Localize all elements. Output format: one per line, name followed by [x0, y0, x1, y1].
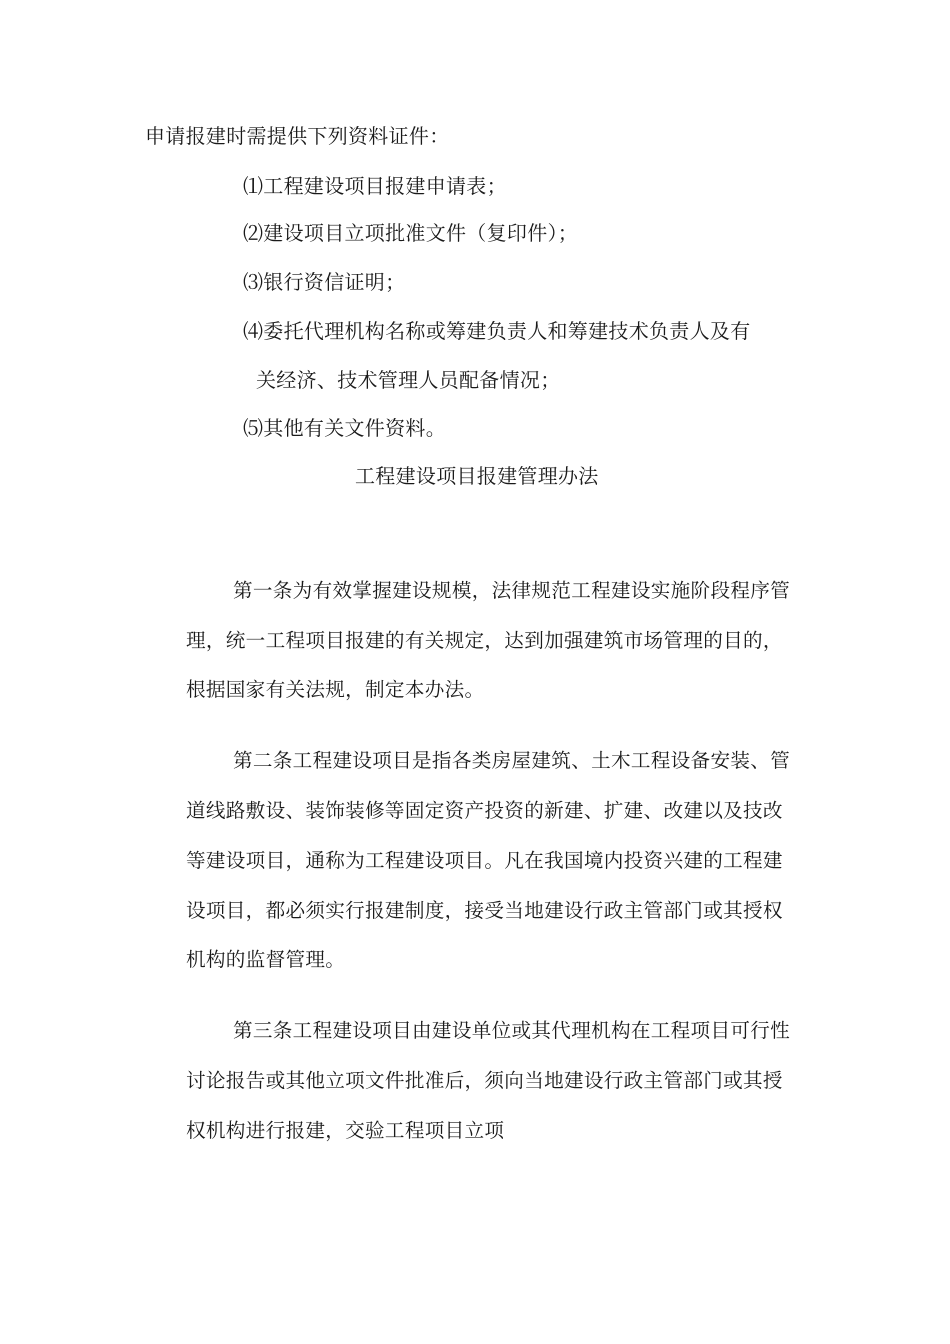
requirement-item-3: ⑶银行资信证明；: [243, 270, 406, 294]
article-2-line-4: 设项目，都必须实行报建制度，接受当地建设行政主管部门或其授权: [186, 899, 783, 922]
requirement-item-2: ⑵建设项目立项批准文件（复印件）；: [243, 221, 579, 245]
article-2-line-5: 机构的监督管理。: [186, 948, 346, 971]
requirements-intro: 申请报建时需提供下列资料证件：: [145, 124, 450, 148]
article-1-line-1: 第一条为有效掌握建设规模，法律规范工程建设实施阶段程序管: [233, 579, 791, 602]
requirement-item-4-continued: 关经济、技术管理人员配备情况；: [256, 368, 561, 392]
requirement-item-1: ⑴工程建设项目报建申请表；: [243, 174, 507, 198]
requirement-item-5: ⑸其他有关文件资料。: [243, 416, 446, 440]
article-2-line-2: 道线路敷设、装饰装修等固定资产投资的新建、扩建、改建以及技改: [186, 799, 783, 822]
requirement-item-4: ⑷委托代理机构名称或筹建负责人和筹建技术负责人及有: [243, 319, 751, 343]
article-3-line-1: 第三条工程建设项目由建设单位或其代理机构在工程项目可行性: [233, 1019, 791, 1042]
article-1-line-2: 理，统一工程项目报建的有关规定，达到加强建筑市场管理的目的，: [186, 629, 783, 652]
article-3-line-3: 权机构进行报建，交验工程项目立项: [186, 1119, 505, 1142]
article-1-line-3: 根据国家有关法规，制定本办法。: [186, 678, 485, 701]
article-2-line-3: 等建设项目，通称为工程建设项目。凡在我国境内投资兴建的工程建: [186, 849, 783, 872]
article-3-line-2: 讨论报告或其他立项文件批准后，须向当地建设行政主管部门或其授: [186, 1069, 783, 1092]
document-title: 工程建设项目报建管理办法: [355, 464, 599, 488]
article-2-line-1: 第二条工程建设项目是指各类房屋建筑、土木工程设备安装、管: [233, 749, 791, 772]
